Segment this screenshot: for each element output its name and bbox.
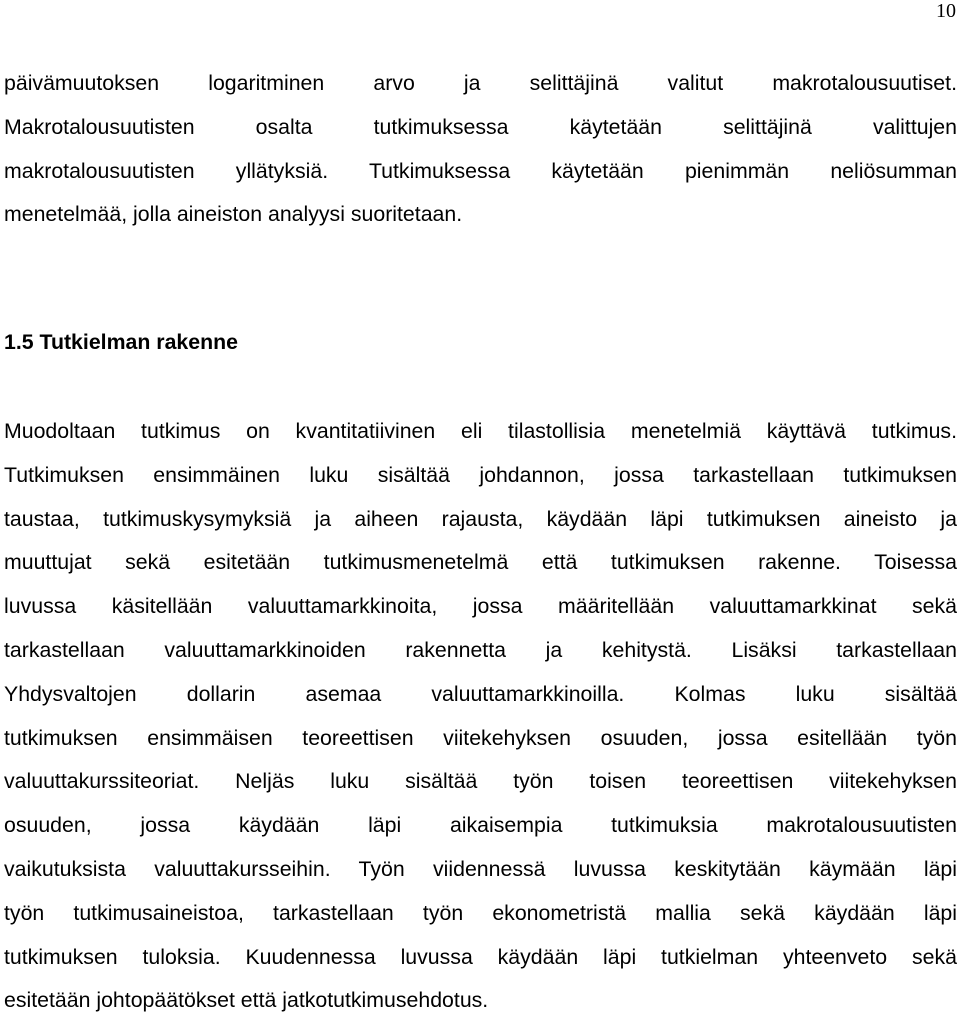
text-line: Tutkimuksen ensimmäinen luku sisältää johdannon, jossa tarkastellaan tutkimuksen: [4, 462, 957, 487]
text-line: tarkastellaan valuuttamarkkinoiden rakennetta ja kehitystä. Lisäksi tarkastellaan: [4, 637, 957, 662]
text-line: luvussa käsitellään valuuttamarkkinoita, jossa määritellään valuuttamarkkinat sekä: [4, 594, 957, 619]
paragraph-structure: [4, 410, 957, 1023]
text-line: makrotalousuutisten yllätyksiä. Tutkimuksessa käytetään pienimmän neliösumman: [4, 158, 957, 183]
text-line: menetelmää, jolla aineiston analyysi suoritetaan.: [4, 202, 463, 227]
text-line: päivämuutoksen logaritminen arvo ja selittäjinä valitut makrotalousuutiset.: [4, 71, 957, 95]
text-line: Makrotalousuutisten osalta tutkimuksessa käytetään selittäjinä valittujen: [4, 114, 957, 139]
text-line: Muodoltaan tutkimus on kvantitatiivinen eli tilastollisia menetelmiä käyttävä tutkimus.: [4, 419, 957, 443]
text-line: taustaa, tutkimuskysymyksiä ja aiheen rajausta, käydään läpi tutkimuksen aineisto ja: [4, 506, 957, 531]
page-number: 10: [936, 0, 956, 22]
text-line: valuuttakurssiteoriat. Neljäs luku sisältää työn toisen teoreettisen viitekehyksen: [4, 769, 957, 794]
text-line: muuttujat sekä esitetään tutkimusmenetelmä että tutkimuksen rakenne. Toisessa: [4, 550, 957, 575]
text-line: osuuden, jossa käydään läpi aikaisempia tutkimuksia makrotalousuutisten: [4, 813, 957, 838]
text-line: esitetään johtopäätökset että jatkotutkimusehdotus.: [4, 988, 489, 1013]
text-line: tutkimuksen tuloksia. Kuudennessa luvussa käydään läpi tutkielman yhteenveto sekä: [4, 944, 957, 969]
text-line: työn tutkimusaineistoa, tarkastellaan työn ekonometristä mallia sekä käydään läpi: [4, 900, 957, 925]
paragraph-methodology: [4, 62, 957, 237]
section-heading: 1.5 Tutkielman rakenne: [4, 330, 238, 354]
text-line: Yhdysvaltojen dollarin asemaa valuuttamarkkinoilla. Kolmas luku sisältää: [4, 681, 957, 706]
text-line: tutkimuksen ensimmäisen teoreettisen viitekehyksen osuuden, jossa esitellään työn: [4, 725, 957, 750]
text-line: vaikutuksista valuuttakursseihin. Työn viidennessä luvussa keskitytään käymään läpi: [4, 856, 957, 881]
